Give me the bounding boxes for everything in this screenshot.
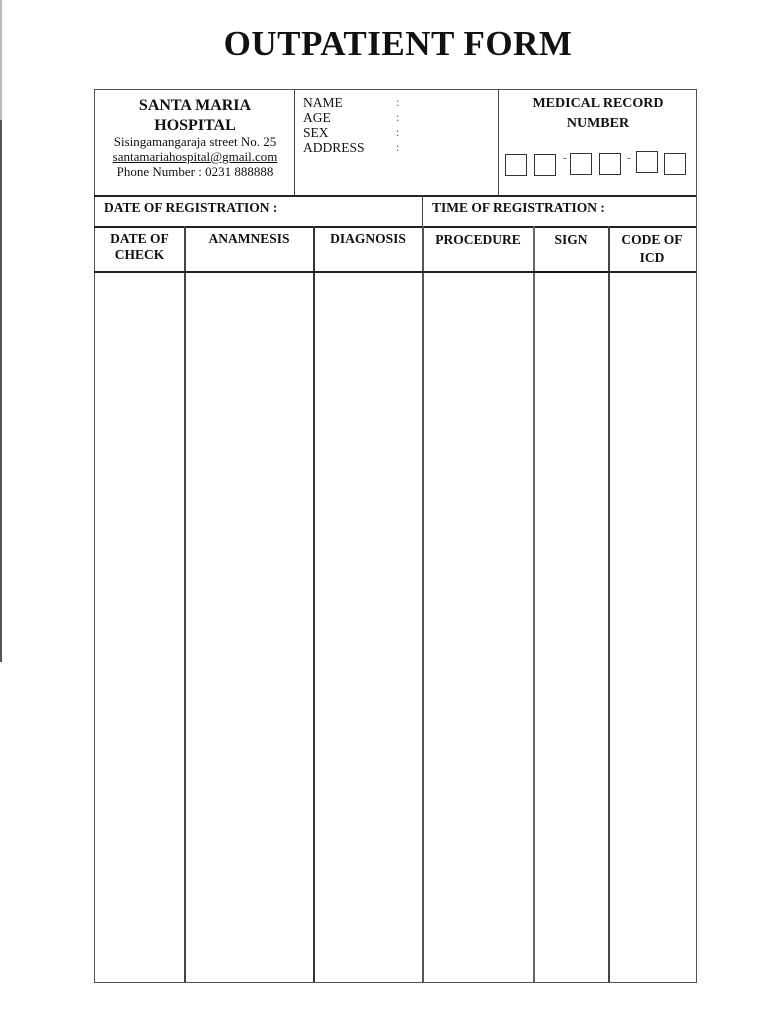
page-edge-line-dark bbox=[0, 120, 2, 662]
column-header-anamnesis: ANAMNESIS bbox=[208, 231, 290, 246]
table-body[interactable] bbox=[95, 273, 695, 981]
mrn-box-2[interactable] bbox=[534, 154, 556, 176]
name-field[interactable]: : bbox=[396, 95, 400, 109]
page-title: OUTPATIENT FORM bbox=[223, 24, 573, 63]
column-header-code-of-icd bbox=[609, 231, 695, 267]
mrn-title-line1: MEDICAL RECORD bbox=[532, 96, 664, 111]
hospital-phone: Phone Number : 0231 888888 bbox=[116, 164, 274, 179]
header-text: ICD bbox=[639, 250, 665, 265]
column-header-date-of-check bbox=[95, 231, 184, 263]
hospital-address: Sisingamangaraja street No. 25 bbox=[113, 134, 277, 149]
date-of-registration-field[interactable]: DATE OF REGISTRATION : bbox=[104, 200, 278, 215]
divider bbox=[422, 195, 423, 227]
address-label: ADDRESS bbox=[303, 140, 365, 155]
hospital-name-line1: SANTA MARIA bbox=[138, 97, 252, 114]
age-field[interactable]: : bbox=[396, 110, 400, 124]
time-of-registration-field[interactable]: TIME OF REGISTRATION : bbox=[432, 200, 605, 215]
hospital-name-line2: HOSPITAL bbox=[154, 117, 236, 134]
mrn-box-6[interactable] bbox=[664, 153, 686, 175]
mrn-box-3[interactable] bbox=[570, 153, 592, 175]
column-header-diagnosis: DIAGNOSIS bbox=[330, 231, 406, 246]
sex-label: SEX bbox=[303, 125, 329, 140]
hospital-email[interactable]: santamariahospital@gmail.com bbox=[112, 149, 278, 164]
divider bbox=[94, 195, 696, 197]
mrn-separator: - bbox=[563, 152, 567, 164]
divider bbox=[498, 89, 499, 195]
mrn-box-5[interactable] bbox=[636, 151, 658, 173]
header-text: CHECK bbox=[114, 247, 165, 262]
mrn-separator: - bbox=[627, 152, 631, 164]
mrn-box-1[interactable] bbox=[505, 154, 527, 176]
address-field[interactable]: : bbox=[396, 140, 400, 154]
mrn-box-4[interactable] bbox=[599, 153, 621, 175]
header-text: DATE OF bbox=[110, 231, 169, 246]
mrn-title-line2: NUMBER bbox=[566, 116, 630, 131]
sex-field[interactable]: : bbox=[396, 125, 400, 139]
age-label: AGE bbox=[303, 110, 331, 125]
column-header-procedure: PROCEDURE bbox=[435, 232, 521, 247]
divider bbox=[294, 89, 295, 195]
header-text: CODE OF bbox=[621, 232, 683, 247]
name-label: NAME bbox=[303, 95, 343, 110]
column-header-sign: SIGN bbox=[554, 232, 588, 247]
